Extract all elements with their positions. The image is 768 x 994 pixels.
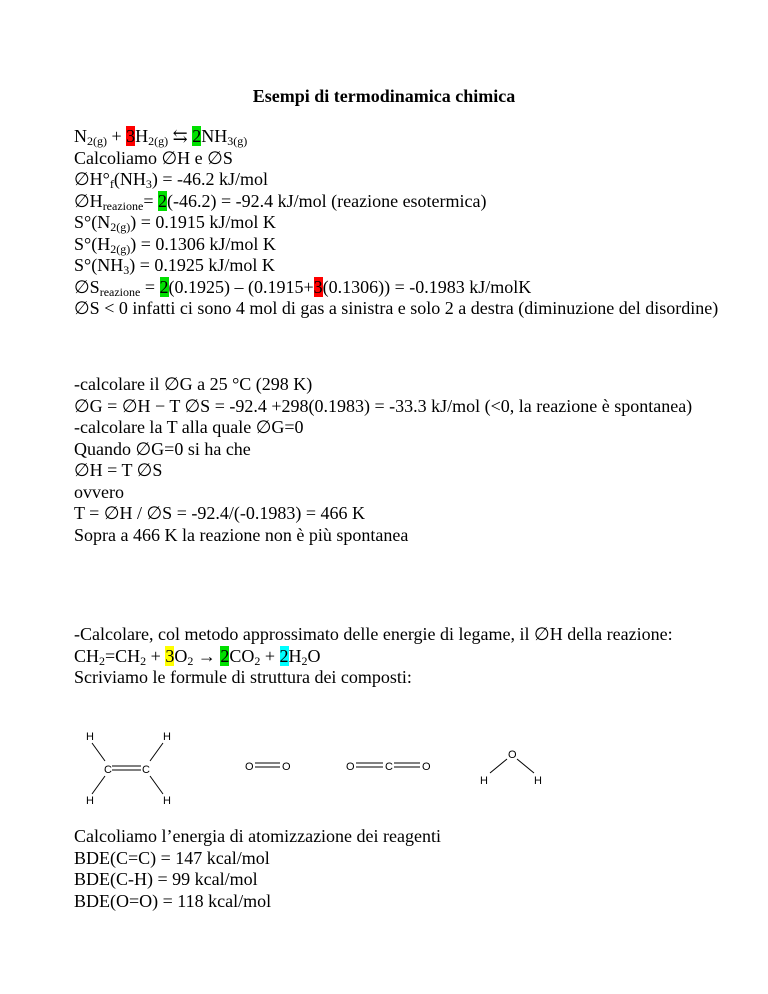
co2-c: C (385, 761, 393, 773)
document-title: Esempi di termodinamica chimica (252, 86, 516, 106)
gibbs-zero: Quando ∅G=0 si ha che (74, 438, 251, 459)
bond-energy-section (74, 624, 734, 689)
reaction-arrow: → (193, 645, 221, 666)
ethylene-h-bottom-left: H (86, 795, 94, 807)
h2o-h-left: H (480, 775, 488, 787)
gibbs-conclusion: Sopra a 466 K la reazione non è più spontanea (74, 524, 409, 545)
bde-cc: BDE(C=C) = 147 kcal/mol (74, 847, 270, 868)
dhf-label: ∅H° (74, 169, 110, 189)
ethylene-h-top-left: H (86, 731, 94, 743)
dhf-value: ) = -46.2 kJ/mol (151, 169, 269, 189)
eq-h2-sub: 2(g) (148, 134, 169, 148)
sh2-sub: 2(g) (110, 241, 131, 256)
o2-o-right: O (282, 761, 291, 773)
dsr-mid: (0.1925) – (0.1915+ (168, 276, 314, 297)
eq2-ch: CH (74, 645, 100, 666)
gibbs-calc: ∅G = ∅H − T ∅S = -92.4 +298(0.1983) = -33.3 kJ/mol (<0, la reazione è spontanea) (74, 395, 693, 416)
eq-n2-sub: 2(g) (87, 134, 107, 148)
eq-n2: N (74, 126, 87, 146)
dhf-nh: (NH (113, 169, 146, 189)
sn2-value: ) = 0.1915 kJ/mol K (130, 212, 276, 232)
sh2-label: S°(H (74, 233, 111, 254)
h2o-structure (480, 749, 542, 787)
entropy-reaction-line (74, 277, 734, 299)
gibbs-section (74, 374, 734, 546)
ethylene-c-left: C (104, 764, 112, 776)
structures-svg (60, 726, 580, 810)
dhr-sub: reazione (102, 198, 144, 213)
bond-task: -Calcolare, col metodo approssimato delle energie di legame, il ∅H della reazione: (74, 624, 673, 644)
eq2-plus2: + (260, 645, 280, 666)
eq2-ch-sub: 2 (99, 653, 106, 668)
eq-h2: H (135, 126, 149, 146)
ethylene-h-bottom-right: H (163, 795, 171, 807)
eq2-ch2: =CH (105, 645, 141, 666)
dsr-coef2-highlight: 2 (159, 276, 169, 297)
eq-nh3: NH (201, 126, 228, 146)
dsr-coef3-highlight: 3 (313, 276, 323, 297)
eq2-h-sub: 2 (301, 653, 308, 668)
entropy-n2-line (74, 212, 734, 234)
entropy-note: ∅S < 0 infatti ci sono 4 mol di gas a sinistra e solo 2 a destra (diminuzione del disordine) (74, 298, 719, 318)
eq2-plus: + (146, 645, 166, 666)
coef-nh3-highlight: 2 (192, 126, 202, 146)
co2-o-left: O (346, 761, 355, 773)
dhf-sub: f (109, 177, 114, 191)
eq2-h: H (288, 645, 302, 666)
dsr-label: ∅S (74, 276, 100, 297)
coef-o2-highlight: 3 (165, 645, 175, 666)
bde-oo: BDE(O=O) = 118 kcal/mol (74, 890, 272, 911)
sn2-label: S°(N (74, 212, 111, 232)
snh3-label: S°(NH (74, 255, 124, 275)
dhf-sub3: 3 (145, 177, 152, 191)
reaction-equation (74, 126, 734, 148)
dsr-value: (0.1306)) = -0.1983 kJ/molK (322, 276, 532, 297)
dhr-coef-highlight: 2 (157, 190, 167, 211)
gibbs-task-1: -calcolare il ∅G a 25 °C (298 K) (74, 374, 313, 394)
gibbs-temperature: T = ∅H / ∅S = -92.4/(-0.1983) = 466 K (74, 503, 365, 523)
eq2-co: CO (229, 645, 255, 666)
combustion-equation (74, 646, 734, 668)
ethylene-structure (86, 731, 171, 807)
ethylene-c-right: C (142, 764, 150, 776)
structural-formulas (60, 726, 580, 815)
entropy-h2-line (74, 234, 734, 256)
eq2-ch2-sub: 2 (140, 653, 147, 668)
snh3-value: ) = 0.1925 kJ/mol K (129, 255, 275, 275)
dhr-eq: = (143, 190, 158, 211)
structures-intro: Scriviamo le formule di struttura dei composti: (74, 667, 412, 687)
atomization-section (74, 826, 734, 912)
dhr-value: (-46.2) = -92.4 kJ/mol (reazione esotermica) (166, 190, 487, 211)
co2-structure (346, 761, 431, 773)
dhr-label: ∅H (74, 190, 103, 211)
h2o-o: O (508, 749, 517, 761)
dsr-sub: reazione (99, 284, 141, 299)
eq-nh3-sub: 3(g) (227, 134, 248, 148)
enthalpy-reaction-line (74, 191, 734, 213)
eq-plus: + (107, 126, 127, 146)
eq2-co-sub: 2 (254, 653, 261, 668)
gibbs-ovvero: ovvero (74, 481, 124, 502)
calc-intro: Calcoliamo ∅H e ∅S (74, 147, 233, 168)
thermo-section (74, 126, 734, 320)
bde-ch: BDE(C-H) = 99 kcal/mol (74, 869, 258, 889)
co2-o-right: O (422, 761, 431, 773)
enthalpy-formation-line (74, 169, 734, 191)
coef-h2o-highlight: 2 (279, 645, 289, 666)
gibbs-task-2: -calcolare la T alla quale ∅G=0 (74, 417, 304, 437)
eq2-o-sub: 2 (187, 653, 194, 668)
eq2-o: O (174, 645, 188, 666)
dsr-eq: = (140, 276, 160, 297)
ethylene-h-top-right: H (163, 731, 171, 743)
h2o-h-right: H (534, 775, 542, 787)
atomization-intro: Calcoliamo l’energia di atomizzazione dei reagenti (74, 826, 442, 846)
o2-structure (245, 761, 291, 773)
equilibrium-arrow: ⇆ (168, 126, 193, 146)
snh3-sub: 3 (123, 263, 130, 277)
eq2-o2: O (307, 645, 321, 666)
gibbs-relation: ∅H = T ∅S (74, 460, 163, 480)
entropy-nh3-line (74, 255, 734, 277)
coef-co2-highlight: 2 (220, 645, 230, 666)
o2-o-left: O (245, 761, 254, 773)
sh2-value: ) = 0.1306 kJ/mol K (130, 233, 276, 254)
coef-h2-highlight: 3 (126, 126, 136, 146)
sn2-sub: 2(g) (110, 220, 131, 234)
